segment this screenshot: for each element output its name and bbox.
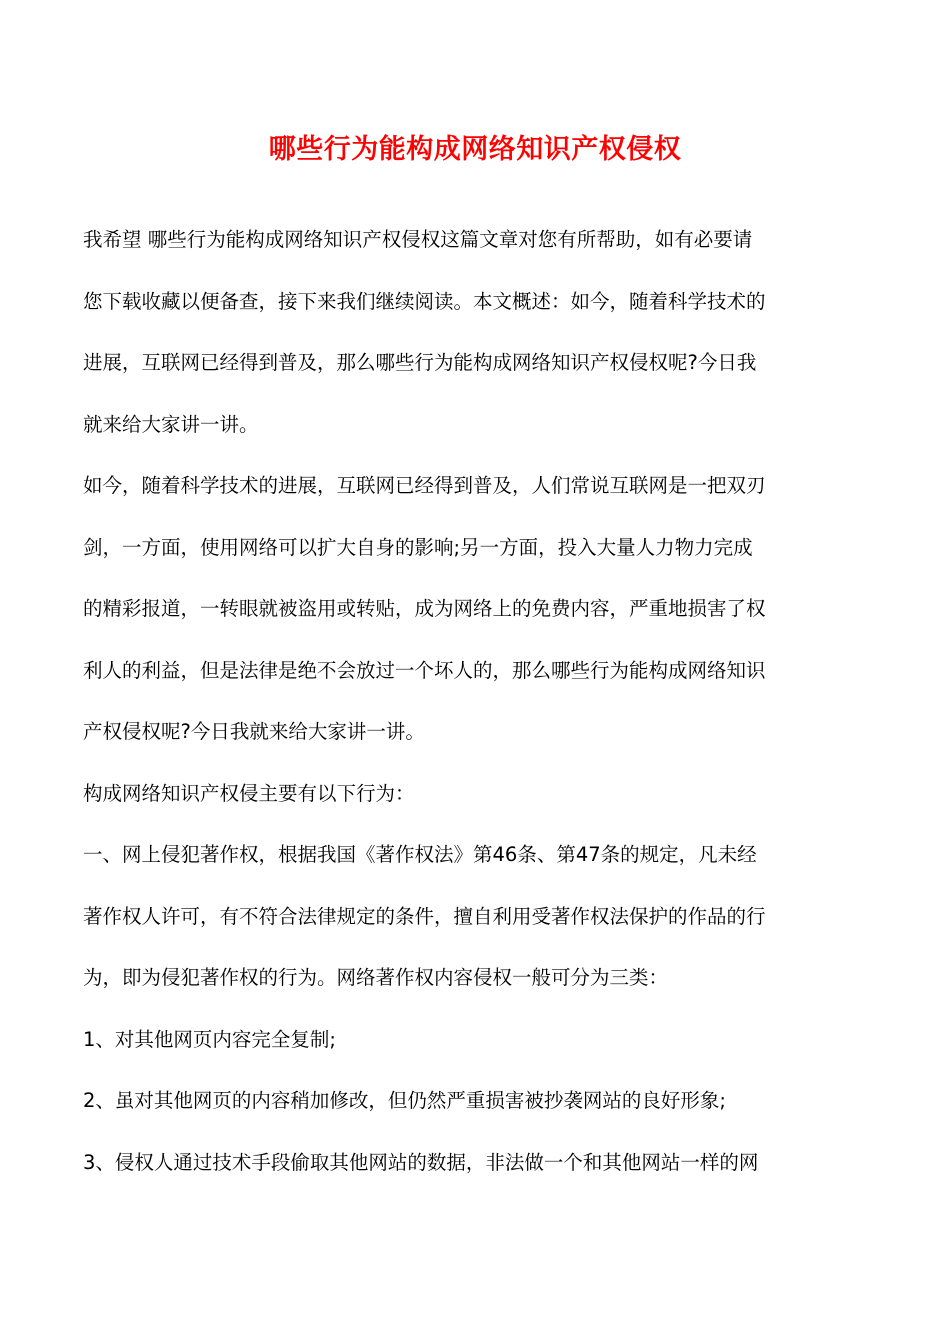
body-line: 我希望 哪些行为能构成网络知识产权侵权这篇文章对您有所帮助，如有必要请 (83, 228, 753, 251)
body-line: 1、对其他网页内容完全复制; (83, 1027, 336, 1051)
body-line: 进展，互联网已经得到普及，那么哪些行为能构成网络知识产权侵权呢?今日我 (83, 351, 757, 374)
document-title: 哪些行为能构成网络知识产权侵权 (268, 134, 682, 165)
body-line: 为，即为侵犯著作权的行为。网络著作权内容侵权一般可分为三类： (83, 966, 669, 989)
body-line: 一、网上侵犯著作权，根据我国《著作权法》第46条、第47条的规定，凡未经 (83, 843, 757, 866)
body-line: 2、虽对其他网页的内容稍加修改，但仍然严重损害被抄袭网站的良好形象; (83, 1089, 726, 1112)
body-line: 您下载收藏以便备查，接下来我们继续阅读。本文概述：如今，随着科学技术的 (83, 289, 766, 313)
body-line: 的精彩报道，一转眼就被盗用或转贴，成为网络上的免费内容，严重地损害了权 (83, 597, 766, 620)
body-line: 利人的利益，但是法律是绝不会放过一个坏人的，那么哪些行为能构成网络知识 (83, 658, 766, 682)
body-line: 如今，随着科学技术的进展，互联网已经得到普及，人们常说互联网是一把双刃 (83, 474, 766, 497)
body-line: 3、侵权人通过技术手段偷取其他网站的数据，非法做一个和其他网站一样的网 (83, 1150, 759, 1174)
body-line: 构成网络知识产权侵主要有以下行为： (83, 781, 415, 805)
body-line: 产权侵权呢?今日我就来给大家讲一讲。 (83, 720, 425, 743)
document-body (83, 220, 869, 1204)
body-line: 就来给大家讲一讲。 (83, 412, 259, 436)
body-line: 剑，一方面，使用网络可以扩大自身的影响;另一方面，投入大量人力物力完成 (83, 535, 753, 559)
body-line: 著作权人许可，有不符合法律规定的条件，擅自利用受著作权法保护的作品的行 (83, 904, 766, 928)
